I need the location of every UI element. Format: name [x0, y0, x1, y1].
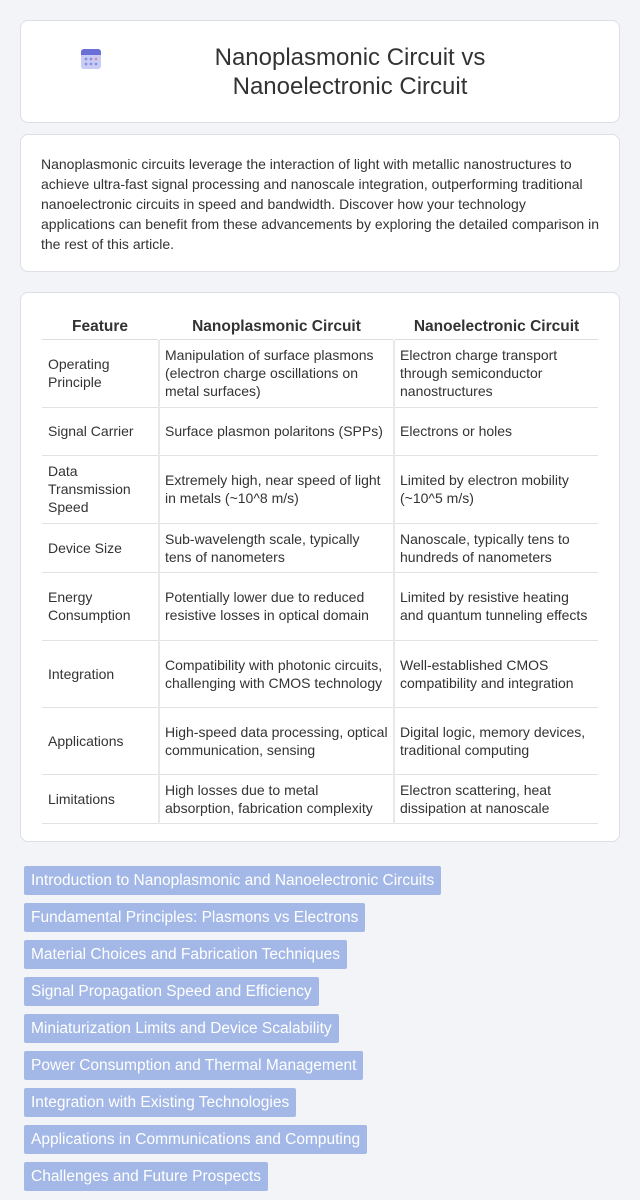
nanoplasmonic-cell: Sub-wavelength scale, typically tens of nanometers — [159, 523, 394, 572]
header-feature: Feature — [42, 313, 159, 339]
page-title: Nanoplasmonic Circuit vs Nanoelectronic Circuit — [214, 43, 486, 100]
table-header-row — [42, 313, 598, 339]
nanoplasmonic-cell: Potentially lower due to reduced resistive losses in optical domain — [159, 572, 394, 640]
feature-cell: Limitations — [42, 774, 159, 823]
table-row — [42, 774, 598, 823]
feature-cell: Energy Consumption — [42, 572, 159, 640]
table-row — [42, 640, 598, 707]
toc-link-applications[interactable]: Applications in Communications and Computing — [24, 1125, 367, 1154]
toc-link-integration[interactable]: Integration with Existing Technologies — [24, 1088, 296, 1117]
table-of-contents — [24, 866, 624, 1199]
nanoplasmonic-cell: High-speed data processing, optical communication, sensing — [159, 707, 394, 774]
nanoplasmonic-cell: Surface plasmon polaritons (SPPs) — [159, 407, 394, 455]
toc-link-signal-propagation[interactable]: Signal Propagation Speed and Efficiency — [24, 977, 319, 1006]
nanoelectronic-cell: Limited by resistive heating and quantum tunneling effects — [394, 572, 598, 640]
toc-link-introduction[interactable]: Introduction to Nanoplasmonic and Nanoelectronic Circuits — [24, 866, 441, 895]
intro-paragraph: Nanoplasmonic circuits leverage the interaction of light with metallic nanostructures to achieve ultra-fast signal processing and nanoscale integration, outperforming traditional nanoelectronic circuits in speed and bandwidth. Discover how your technology applications can benefit from these advancements by exploring the detailed comparison in the rest of this article. — [41, 156, 599, 252]
table-row — [42, 707, 598, 774]
table-row — [42, 572, 598, 640]
nanoplasmonic-cell: Compatibility with photonic circuits, challenging with CMOS technology — [159, 640, 394, 707]
toc-link-challenges[interactable]: Challenges and Future Prospects — [24, 1162, 268, 1191]
title-card — [20, 20, 620, 123]
nanoelectronic-cell: Electron scattering, heat dissipation at nanoscale — [394, 774, 598, 823]
comparison-card — [20, 292, 620, 842]
table-row — [42, 455, 598, 523]
nanoelectronic-cell: Limited by electron mobility (~10^5 m/s) — [394, 455, 598, 523]
nanoelectronic-cell: Electron charge transport through semiconductor nanostructures — [394, 339, 598, 407]
table-row — [42, 407, 598, 455]
feature-cell: Applications — [42, 707, 159, 774]
nanoelectronic-cell: Electrons or holes — [394, 407, 598, 455]
table-row — [42, 523, 598, 572]
feature-cell: Operating Principle — [42, 339, 159, 407]
toc-link-miniaturization[interactable]: Miniaturization Limits and Device Scalability — [24, 1014, 339, 1043]
intro-card — [20, 134, 620, 272]
header-nanoelectronic: Nanoelectronic Circuit — [394, 313, 598, 339]
nanoplasmonic-cell: Extremely high, near speed of light in metals (~10^8 m/s) — [159, 455, 394, 523]
nanoplasmonic-cell: High losses due to metal absorption, fabrication complexity — [159, 774, 394, 823]
toc-link-material-choices[interactable]: Material Choices and Fabrication Techniques — [24, 940, 347, 969]
header-nanoplasmonic: Nanoplasmonic Circuit — [159, 313, 394, 339]
table-row — [42, 339, 598, 407]
feature-cell: Data Transmission Speed — [42, 455, 159, 523]
nanoelectronic-cell: Nanoscale, typically tens to hundreds of nanometers — [394, 523, 598, 572]
feature-cell: Integration — [42, 640, 159, 707]
toc-link-power-consumption[interactable]: Power Consumption and Thermal Management — [24, 1051, 363, 1080]
comparison-table — [42, 313, 598, 824]
feature-cell: Device Size — [42, 523, 159, 572]
nanoelectronic-cell: Well-established CMOS compatibility and integration — [394, 640, 598, 707]
nanoplasmonic-cell: Manipulation of surface plasmons (electron charge oscillations on metal surfaces) — [159, 339, 394, 407]
toc-link-fundamental-principles[interactable]: Fundamental Principles: Plasmons vs Electrons — [24, 903, 365, 932]
feature-cell: Signal Carrier — [42, 407, 159, 455]
nanoelectronic-cell: Digital logic, memory devices, traditional computing — [394, 707, 598, 774]
